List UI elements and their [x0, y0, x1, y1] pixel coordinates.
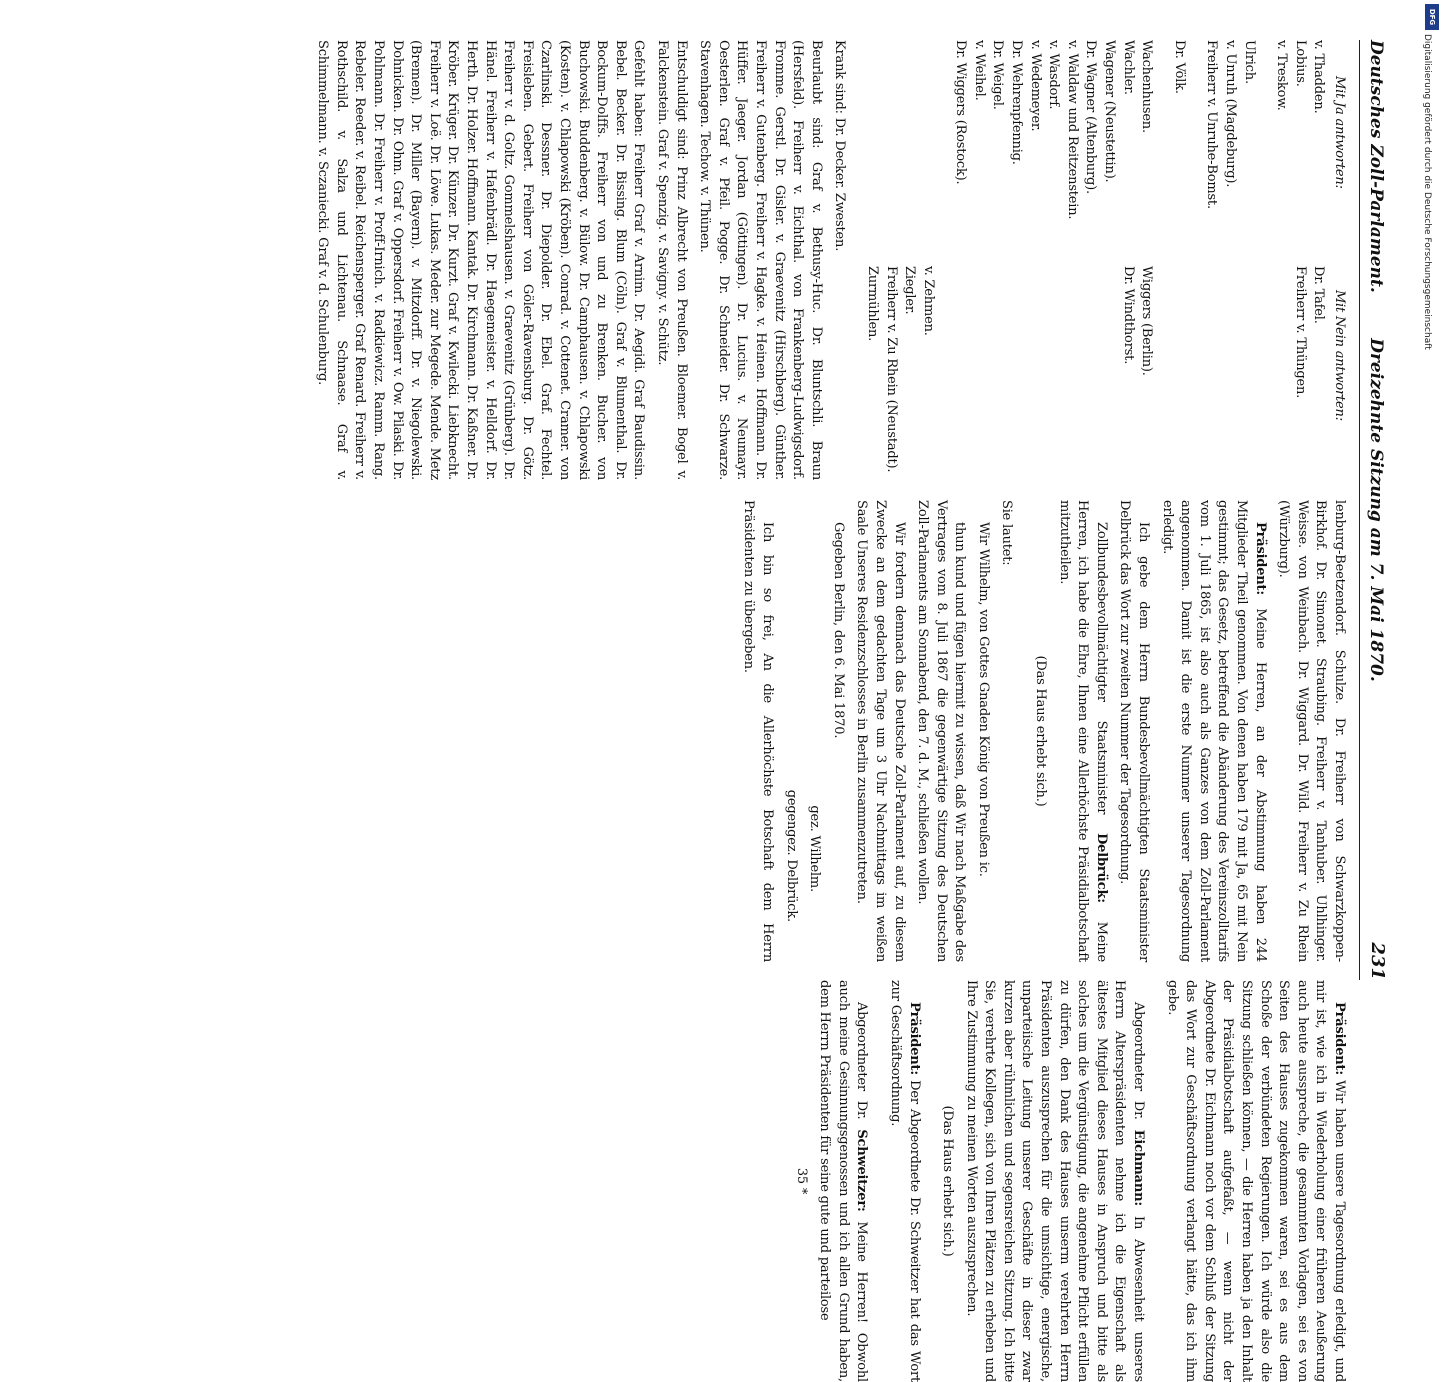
schweitzer-paragraph: [815, 980, 871, 1382]
column-2: [734, 500, 1348, 962]
vote-group-t: [1272, 40, 1328, 480]
speaker-label: Eichmann:: [1131, 1129, 1147, 1206]
speaker-title: Abgeordneter Dr.: [854, 1002, 870, 1120]
vote-group-v: [1169, 40, 1188, 480]
yes-name: Dr. Weigel.: [990, 40, 1006, 110]
no-name: Zurmühlen.: [864, 266, 880, 342]
vote-group-z: [862, 40, 936, 480]
absent-list-continued: lenburg-Beetzendorf. Schulze. Dr. Freiherr von Schwarzkoppen-Birkhof. Dr. Simonet. Straubing. Freiherr v. Tanhuber. Uhlhinger. Weisse. von Weinbach. Dr. Wiggard. Dr. Wild. Freiherr v. Zu Rhein (Würzburg).: [1276, 500, 1347, 962]
yes-name: Freiherr v. Unruhe-Bomst.: [1204, 40, 1220, 209]
yes-name: Dr. Wehrenpfennig.: [1009, 40, 1025, 165]
message-date: Gegeben Berlin, den 6. Mai 1870.: [830, 522, 846, 739]
yes-name: Dr. Wagner (Altenburg).: [1083, 40, 1099, 194]
eichmann-paragraph: [961, 980, 1147, 1382]
header-title: Dreizehnte Sitzung am 7. Mai 1870.: [1366, 338, 1386, 682]
paragraph-text: An die Allerhöchste Botschaft dem Herrn Präsidenten zu übergeben.: [741, 500, 775, 962]
no-name: Wiggers (Berlin).: [1139, 266, 1155, 376]
yes-name: v. Thadden.: [1311, 40, 1327, 114]
yes-name: Dr. Völk.: [1171, 40, 1187, 94]
excused-list: Entschuldigt sind: Prinz Albrecht von Preußen. Bloemer. Bogel v. Falckenstein. Graf v. Spenzig. v. Savigny. v. Schütz.: [655, 40, 689, 480]
speaker-title: Zollbundesbevollmächtigter Staatsminister: [1093, 522, 1109, 815]
yes-name: Wachler.: [1120, 40, 1136, 95]
running-head: [1359, 40, 1388, 980]
no-name: Freiherr v. Thüngen.: [1292, 266, 1308, 399]
yes-name: Ulrich.: [1241, 40, 1257, 84]
vote-group-u: [1202, 40, 1258, 480]
header-left: Deutsches Zoll-Parlament.: [1366, 40, 1386, 293]
sick-list: Krank sind: Dr. Decker. Zwesten.: [832, 40, 848, 252]
message-opening: Wir Wilhelm, von Gottes Gnaden König von Preußen ic.: [975, 522, 991, 877]
yes-name: v. Treskow.: [1274, 40, 1290, 111]
paragraph: Ich gebe dem Herrn Bundesbevollmächtigten Staatsminister Delbrück das Wort zur zweiten Nummer der Tagesordnung.: [1117, 500, 1152, 962]
column-1: [308, 40, 1348, 480]
yes-name: Lobius.: [1292, 40, 1308, 87]
vote-headers: [1329, 40, 1348, 480]
yes-name: Dr. Wiggers (Rostock).: [953, 40, 969, 185]
paragraph-text: In Abwesenheit unseres Herrn Alterspräsidenten nehme ich die Eigenschaft als ältestes Mitglied dieses Hauses in Anspruch und bitte als solches um die Vergünstigung, die angenehme Pflicht erfüllen zu dürfen, den Dank des Hauses unserm verehrten Herrn Präsidenten auszusprechen für die umsichtige, energische, unparteiische Leitung unserer Geschäfte in dieser zwar kurzen aber rühmlichen und segensreichen Sitzung. Ich bitte Sie, verehrte Kollegen, sich von Ihren Plätzen zu erheben und Ihre Zustimmung zu meinen Worten auszusprechen.: [963, 980, 1147, 1382]
yes-name: Wachenhusen.: [1139, 40, 1155, 133]
president-paragraph: [1157, 500, 1269, 962]
president-paragraph: [885, 980, 922, 1382]
paragraph: Sie lautet:: [999, 500, 1015, 566]
digitisation-note: Digitalisierung gefördert durch die Deutsche Forschungsgemeinschaft: [1422, 34, 1432, 350]
speaker-label: Präsident:: [1252, 522, 1268, 595]
column-3: [786, 980, 1348, 1382]
page-number: 231: [1367, 942, 1388, 980]
yes-name: v. Unruh (Magdeburg).: [1223, 40, 1239, 188]
paragraph-text: Meine Herren, ich habe die Ehre, Ihnen eine Allerhöchste Präsidialbotschaft mitzutheilen.: [1056, 500, 1109, 962]
speaker-label: Schweitzer:: [854, 1129, 870, 1212]
sheet-signature-mark: 35 *: [793, 1167, 809, 1195]
vote-group-w: [951, 40, 1156, 480]
paragraph-text: Meine Herren, an der Abstimmung haben 244 Mitglieder Theil genommen. Von denen haben 179 mit Ja, 65 mit Nein gestimmt; das Gesetz, betreffend die Abänderung des Vereinszolltarifs vom 1. Juli 1865, ist also auch als Ganzes von dem Zoll-Parlament angenommen. Damit ist die erste Nummer unserer Tagesordnung erledigt.: [1159, 500, 1268, 962]
signature: gez. Wilhelm.: [807, 805, 823, 892]
delbrueck-paragraph: [1054, 500, 1110, 962]
absent-list: Gefehlt haben: Freiherr Graf v. Arnim. Dr. Aegidi. Graf Baudissin. Bebel. Becker. Dr. Bissing. Blum (Cöln). Graf v. Blumenthal. Dr. Bockum-Dolffs. Freiherr von und zu Brenken. Bucher. von Buchowski. Buddenberg. v. Bülow. Dr. Camphausen. v. Chlapowski (Kosten). v. Chlapowski (Kröben). Conrad. v. Cottenet. Cramer. von Czarlinski. Dessner. Dr. Diepolder. Dr. Ebel. Graf. Fechtel. Freisleben. Gebert. Freiherr von Göler-Ravensburg. Dr. Götz. Freiherr v. d. Goltz. Gommelshausen. v. Graevenitz (Grünberg). Dr. Hänel. Freiherr v. Hafenbrädl. Dr. Haegemeister. v. Helldorf. Dr. Herth. Dr. Holzer. Hoffmann. Kantak. Dr. Kirchmann. Dr. Kaßner. Dr. Kröber. Krüger. Dr. Künzer. Dr. Kurzt. Graf v. Kwilecki. Liebknecht. Freiherr v. Loë. Dr. Löwe. Lukas. Meder. zur Megede. Mende. Metz (Bremen). Dr. Miller (Bayern). v. Mitzdorff. Dr. v. Niegolewski. Dohnicken. Dr. Ohm. Graf v. Oppersdorf. Freiherr v. Ow. Pilaski. Dr. Pohlmann. Dr. Freiherr v. Proff-Irnich. v. Radkiewicz. Ramm. Rang. Rebeler. Reeder. v. Reibel. Reichensperger. Graf Renard. Freiherr v. Rothschild. v. Salza und Lichtenau. Schnaase. Graf v. Schimmelmann. v. Sczaniecki. Graf v. d. Schulenburg.: [315, 40, 647, 480]
yes-name: v. Wasdorf.: [1046, 40, 1062, 110]
paragraph: [739, 500, 776, 962]
speaker-label: Präsident:: [906, 1002, 922, 1075]
no-name: v. Zehmen.: [920, 266, 936, 336]
no-name: Freiherr v. Zu Rhein (Neustadt).: [883, 266, 899, 473]
rotated-page: [10, 0, 1400, 1382]
yes-name: v. Weihel.: [971, 40, 987, 101]
paragraph-text: Wir haben unsere Tagesordnung erledigt, und mir ist, wie ich in Wiederholung einer früheren Aeußerung auch heute ausspreche, die gesammten Vorlagen, sei es von Seiten des Hauses zugekommen waren, sei es aus dem Schoße der verbündeten Regierungen. Ich würde also die Sitzung schließen können, — die Herren haben ja den Inhalt der Präsidialbotschaft aufgefaßt, — wenn nicht der Abgeordnete Dr. Eichmann noch vor dem Schluß der Sitzung das Wort zur Geschäftsordnung verlangt hätte, das ich ihm gebe.: [1164, 980, 1347, 1382]
no-name: Dr. Tafel.: [1311, 266, 1327, 324]
paragraph-text: Meine Herren! Obwohl auch meine Gesinnungsgenossen und ich allen Grund haben, dem Herrn Präsidenten für seine gute und parteilose: [817, 980, 870, 1382]
message-paragraph: thun kund und fügen hiermit zu wissen, daß Wir nach Maßgabe des Vertrages vom 8. Juli 1867 die gegenwärtige Sitzung des Deutschen Zoll-Parlaments am Sonnabend, den 7. d. M., schließen wollen.: [915, 500, 968, 962]
stage-note: (Das Haus erhebt sich.): [940, 1105, 956, 1257]
yes-name: v. Wedemeyer.: [1027, 40, 1043, 132]
stage-note: (Das Haus erhebt sich.): [1033, 655, 1049, 807]
dfg-logo: [1425, 4, 1439, 30]
countersignature: gegengez. Delbrück.: [783, 789, 799, 922]
no-name: Ziegler.: [902, 266, 918, 315]
yes-name: v. Waldaw und Reitzenstein.: [1064, 40, 1080, 220]
speaker-label: Präsident:: [1332, 1002, 1347, 1075]
no-name: Dr. Windthorst.: [1120, 266, 1136, 365]
president-paragraph: [1162, 980, 1348, 1382]
speaker-label: Delbrück:: [1093, 833, 1109, 903]
no-header: Mit Nein antworten:: [1332, 289, 1347, 421]
leave-list: Beurlaubt sind: Graf v. Bethusy-Huc. Dr. Bluntschli. Braun (Hersfeld). Freiherr v. Eichthal. von Frankenberg-Ludwigsdorf. Fromme. Gerstl. Dr. Gisler. v. Graevenitz (Hirschberg). Günther. Freiherr v. Gutenberg. Freiherr v. Hagke. v. Heinen. Hoffmann. Dr. Hüffer. Jaeger. Jordan (Göttingen). Dr. Lucius. v. Neumayr. Oesterlen. Graf v. Pfeil. Pogge. Dr. Schneider. Dr. Schwarze. Stavenhagen. Techow. v. Thünen.: [697, 40, 824, 480]
paragraph-text: Der Abgeordnete Dr. Schweitzer hat das Wort zur Geschäftsordnung.: [887, 980, 922, 1382]
message-paragraph: Wir fordern demnach das Deutsche Zoll-Parlament auf, zu diesem Zwecke an dem gedachten Tage um 3 Uhr Nachmittags im weißen Saale Unseres Residenzschlosses in Berlin zusammenzutreten.: [854, 500, 907, 962]
yes-name: Wagener (Neustettin).: [1102, 40, 1118, 183]
dfg-logo-text: DFG: [1428, 8, 1436, 26]
yes-header: Mit Ja antworten:: [1332, 76, 1347, 189]
speaker-title: Abgeordneter Dr.: [1131, 1002, 1147, 1120]
paragraph-text: Ich bin so frei,: [759, 522, 775, 641]
